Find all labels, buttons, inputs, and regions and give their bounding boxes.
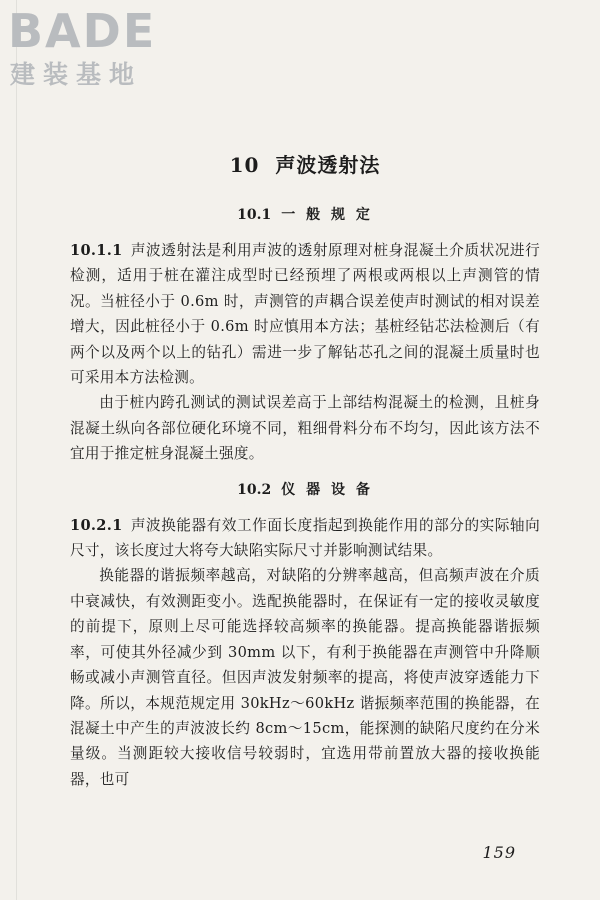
body-paragraph — [70, 563, 540, 792]
section-title-text: 一 般 规 定 — [281, 207, 373, 223]
scan-edge-line — [16, 0, 17, 900]
logo-latin-text: BADE — [8, 4, 157, 58]
paragraph-text: 由于桩内跨孔测试的测试误差高于上部结构混凝土的检测，且桩身混凝土纵向各部位硬化环境不同，粗细骨料分布不均匀，因此该方法不宜用于推定桩身混凝土强度。 — [70, 394, 540, 463]
chapter-title-text: 声波透射法 — [275, 153, 381, 177]
logo-chinese-text: 建装基地 — [10, 60, 143, 89]
clause-number: 10.1.1 — [70, 242, 123, 259]
section-number: 10.2 — [237, 481, 272, 498]
paragraph-text: 声波透射法是利用声波的透射原理对桩身混凝土介质状况进行检测，适用于桩在灌注成型时已经预埋了两根或两根以上声测管的情况。当桩径小于 0.6m 时，声测管的声耦合误差使声时测试的相对误差增大，因此桩径小于 0.6m 时应慎用本方法；基桩经钻芯法检测后（有两个以及两个以上的钻孔）需进一步了解钻芯孔之间的混凝土质量时也可采用本方法检测。 — [70, 242, 540, 387]
body-paragraph — [70, 390, 540, 466]
section-number: 10.1 — [237, 207, 272, 223]
clause-paragraph — [70, 513, 540, 564]
chapter-title — [70, 150, 540, 180]
section-title — [70, 202, 540, 228]
page-number: 159 — [482, 843, 516, 862]
clause-paragraph — [70, 238, 540, 390]
section-title-text: 仪 器 设 备 — [281, 481, 373, 498]
page-content — [70, 150, 540, 792]
section-title — [70, 477, 540, 503]
watermark-logo — [8, 6, 178, 92]
clause-number: 10.2.1 — [70, 516, 123, 534]
chapter-number: 10 — [229, 153, 260, 177]
paragraph-text: 换能器的谐振频率越高，对缺陷的分辨率越高，但高频声波在介质中衰减快，有效测距变小。选配换能器时，在保证有一定的接收灵敏度的前提下，原则上尽可能选择较高频率的换能器。提高换能器谐振频率，可使其外径减少到 30mm 以下，有利于换能器在声测管中升降顺畅或减小声测管直径。但因声波发射频率的提高，将使声波穿透能力下降。所以，本规范规定用 30kHz～60kHz 谐振频率范围的换能器，在混凝土中产生的声波波长约 8cm～15cm，能探测的缺陷尺度约在分米量级。当测距较大接收信号较弱时，宜选用带前置放大器的接收换能器，也可 — [70, 567, 540, 788]
paragraph-text: 声波换能器有效工作面长度指起到换能作用的部分的实际轴向尺寸，该长度过大将夸大缺陷实际尺寸并影响测试结果。 — [70, 516, 540, 560]
